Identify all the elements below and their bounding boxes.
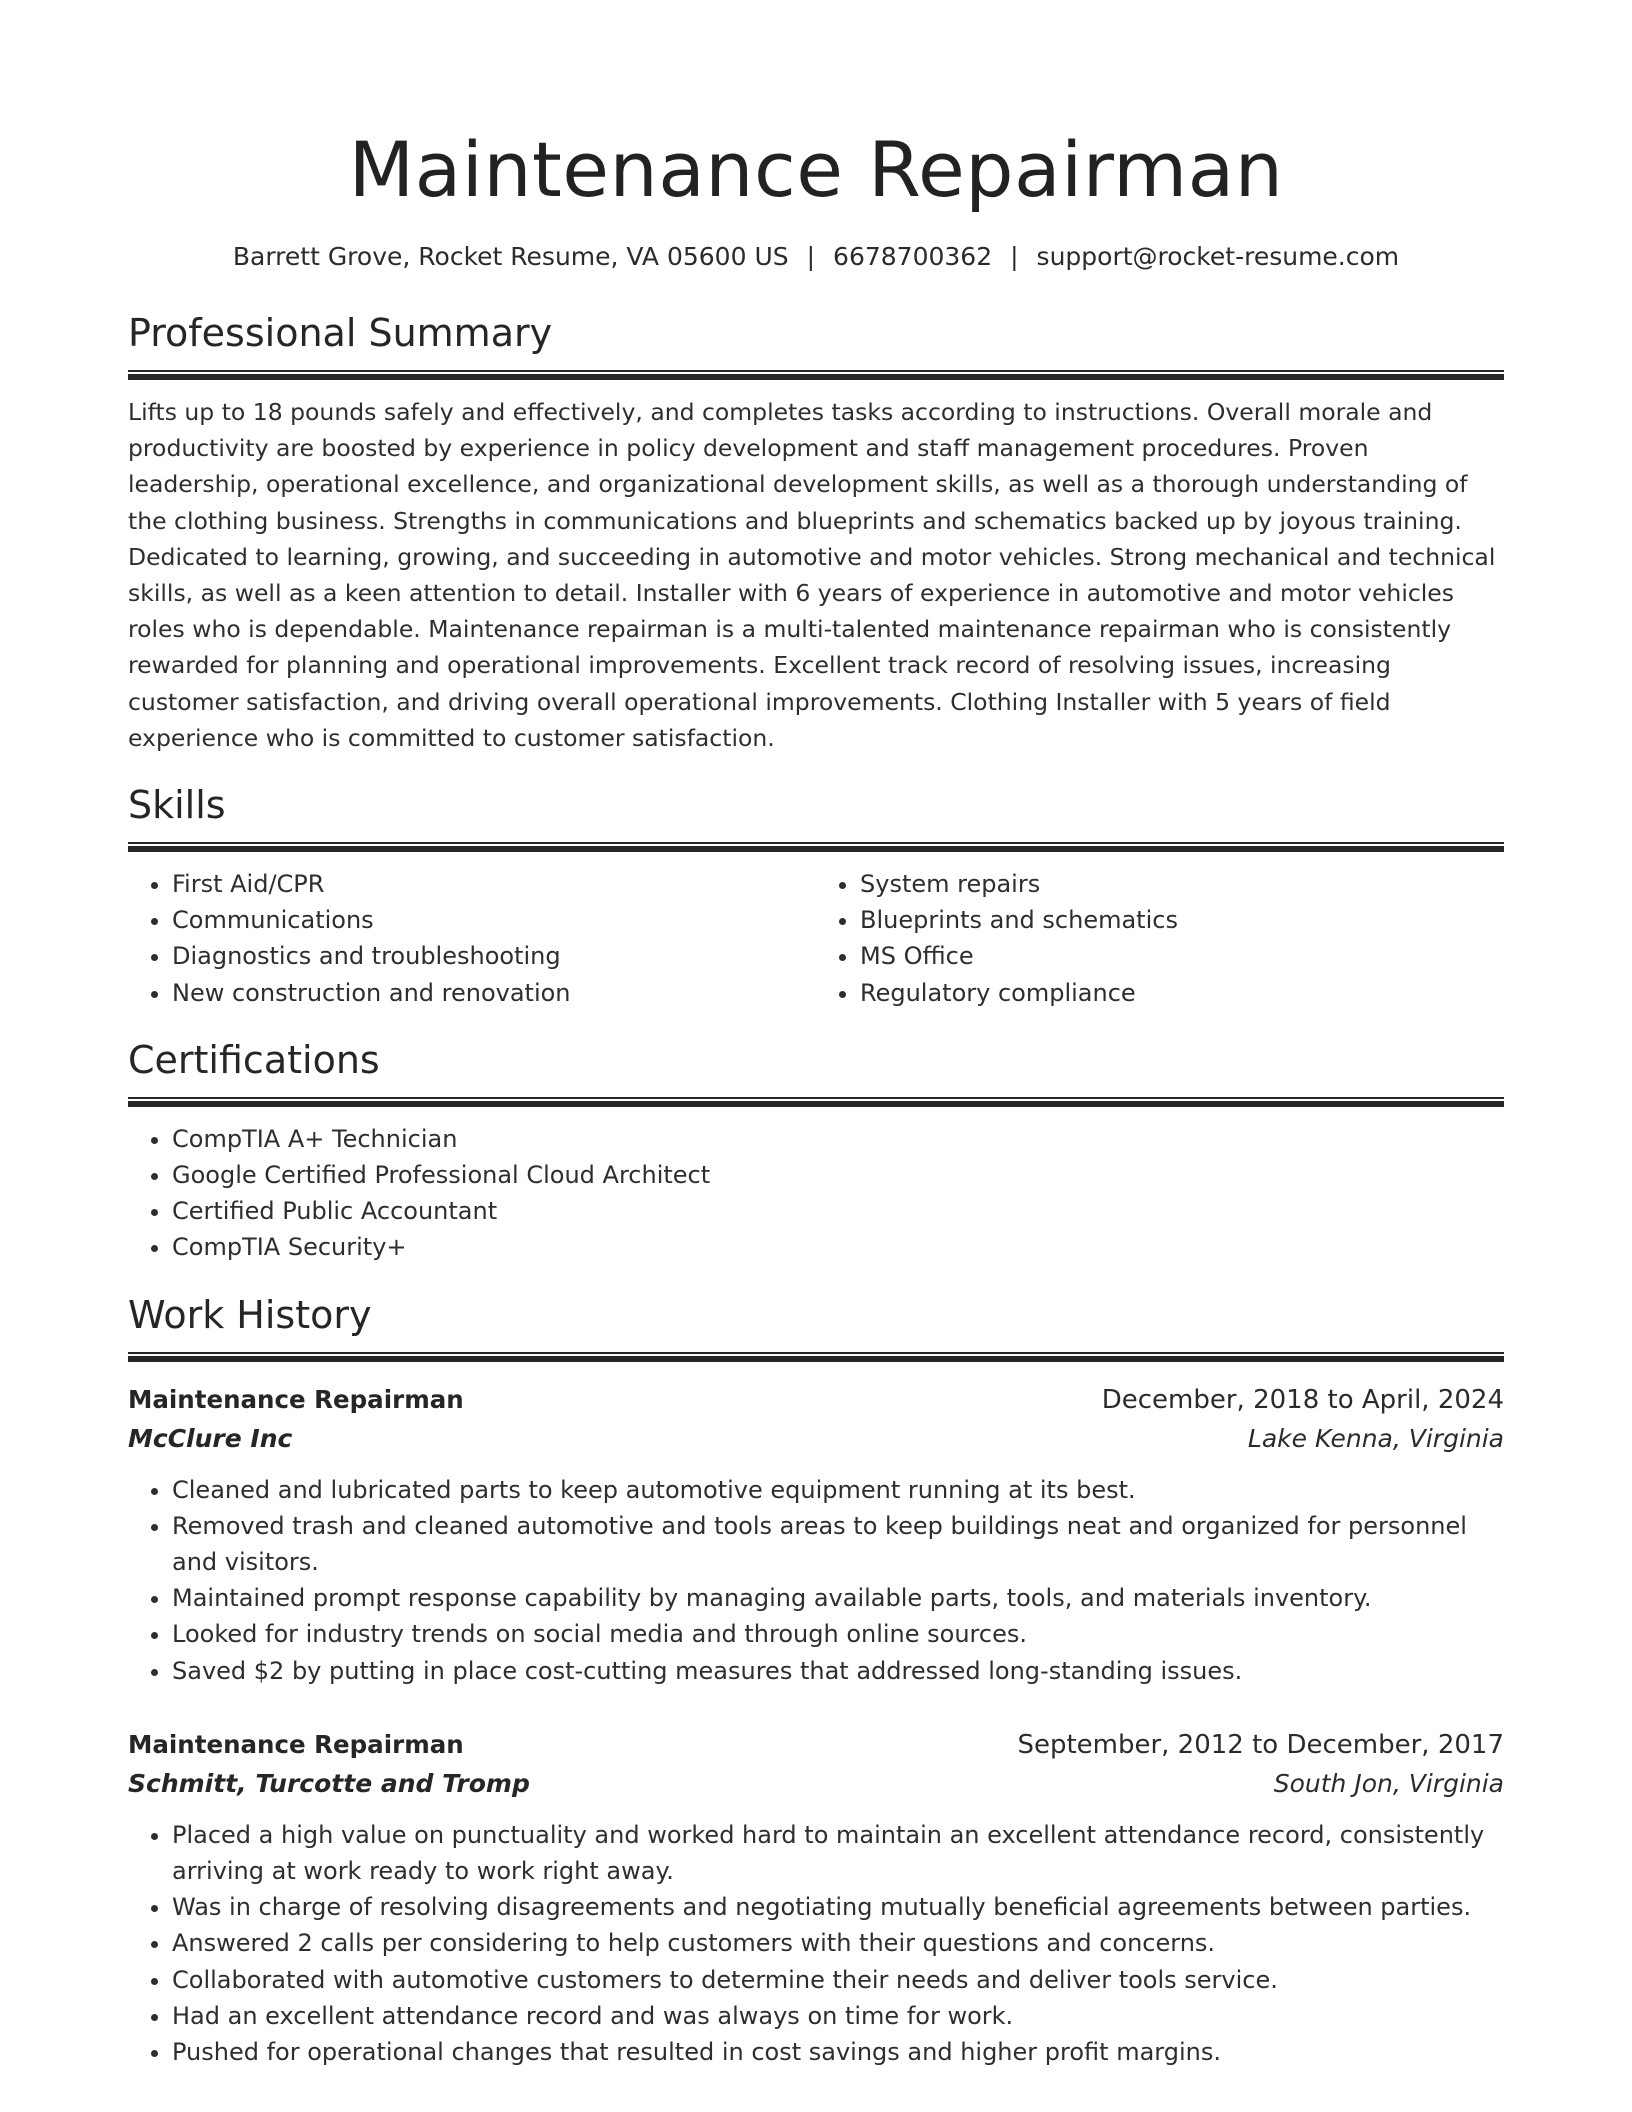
job-bullets (128, 1817, 1504, 2070)
skills-section (128, 780, 1504, 1011)
job-entry (128, 1380, 1504, 1689)
contact-line (128, 240, 1504, 274)
job-company: McClure Inc (128, 1423, 293, 1453)
job-bullet: • Collaborated with automotive customers to determine their needs and deliver tools service. (172, 1962, 1504, 1998)
job-bullet: • Pushed for operational changes that resulted in cost savings and higher profit margins. (172, 2034, 1504, 2070)
job-dates: December, 2018 to April, 2024 (1101, 1384, 1504, 1415)
certifications-section (128, 1035, 1504, 1266)
job-title: Maintenance Repairman (128, 1729, 464, 1759)
summary-text: Lifts up to 18 pounds safely and effectively, and completes tasks according to instructions. Overall morale and productivity are boosted by experience in policy development and staff management procedures. Proven leadership, operational excellence, and organizational development skills, as well as a thorough understanding of the clothing business. Strengths in communications and blueprints and schematics backed up by joyous training. Dedicated to learning, growing, and succeeding in automotive and motor vehicles. Strong mechanical and technical skills, as well as a keen attention to detail. Installer with 6 years of experience in automotive and motor vehicles roles who is dependable. Maintenance repairman is a multi-talented maintenance repairman who is consistently rewarded for planning and operational improvements. Excellent track record of resolving issues, increasing customer satisfaction, and driving overall operational improvements. Clothing Installer with 5 years of field experience who is committed to customer satisfaction. (128, 398, 1496, 752)
section-title-skills: Skills (128, 783, 226, 828)
job-entry (128, 1725, 1504, 2070)
contact-address: Barrett Grove, Rocket Resume, VA 05600 US (232, 242, 789, 271)
job-bullets (128, 1472, 1504, 1689)
skill-item: • First Aid/CPR (172, 866, 816, 902)
section-title-summary: Professional Summary (128, 311, 553, 355)
section-divider (128, 1352, 1504, 1362)
job-bullet: • Removed trash and cleaned automotive and tools areas to keep buildings neat and organized for personnel and visitors. (172, 1508, 1504, 1580)
job-bullet: • Maintained prompt response capability by managing available parts, tools, and materials inventory. (172, 1580, 1504, 1616)
job-company-row (128, 1765, 1504, 1803)
job-location: Lake Kenna, Virginia (1247, 1423, 1504, 1453)
skill-item: • Diagnostics and troubleshooting (172, 938, 816, 974)
certification-item: • Google Certified Professional Cloud Architect (172, 1157, 1504, 1193)
contact-separator: | (806, 242, 816, 271)
certification-item: • CompTIA Security+ (172, 1229, 1504, 1265)
contact-email: support@rocket-resume.com (1036, 242, 1400, 271)
work-history-section (128, 1290, 1504, 2071)
skill-item: • Communications (172, 902, 816, 938)
job-bullet: • Was in charge of resolving disagreements and negotiating mutually beneficial agreements between parties. (172, 1889, 1504, 1925)
section-divider (128, 1097, 1504, 1107)
skills-list-right (816, 866, 1504, 1011)
job-location: South Jon, Virginia (1273, 1768, 1504, 1798)
job-header-row (128, 1725, 1504, 1765)
job-company: Schmitt, Turcotte and Tromp (128, 1768, 530, 1798)
contact-separator: | (1010, 242, 1019, 271)
section-divider (128, 842, 1504, 852)
section-divider (128, 370, 1504, 380)
skill-item: • System repairs (860, 866, 1504, 902)
certification-item: • Certified Public Accountant (172, 1193, 1504, 1229)
contact-phone: 6678700362 (833, 242, 993, 271)
job-dates: September, 2012 to December, 2017 (1017, 1729, 1504, 1760)
job-company-row (128, 1420, 1504, 1458)
job-bullet: • Had an excellent attendance record and was always on time for work. (172, 1998, 1504, 2034)
certification-item: • CompTIA A+ Technician (172, 1121, 1504, 1157)
skills-columns (128, 866, 1504, 1011)
job-title: Maintenance Repairman (128, 1384, 464, 1414)
section-title-certifications: Certifications (128, 1037, 380, 1082)
certifications-list (128, 1121, 1504, 1266)
section-title-work-history: Work History (128, 1292, 372, 1337)
job-header-row (128, 1380, 1504, 1420)
skill-item: • Blueprints and schematics (860, 902, 1504, 938)
job-bullet: • Cleaned and lubricated parts to keep automotive equipment running at its best. (172, 1472, 1504, 1508)
skill-item: • New construction and renovation (172, 975, 816, 1011)
job-bullet: • Placed a high value on punctuality and worked hard to maintain an excellent attendance record, consistently arriving at work ready to work right away. (172, 1817, 1504, 1889)
skill-item: • Regulatory compliance (860, 975, 1504, 1011)
job-bullet: • Looked for industry trends on social media and through online sources. (172, 1616, 1504, 1652)
resume-name: Maintenance Repairman (348, 125, 1284, 214)
summary-section (128, 308, 1504, 756)
job-bullet: • Saved $2 by putting in place cost-cutting measures that addressed long-standing issues. (172, 1653, 1504, 1689)
skill-item: • MS Office (860, 938, 1504, 974)
skills-list-left (128, 866, 816, 1011)
job-bullet: • Answered 2 calls per considering to help customers with their questions and concerns. (172, 1925, 1504, 1961)
